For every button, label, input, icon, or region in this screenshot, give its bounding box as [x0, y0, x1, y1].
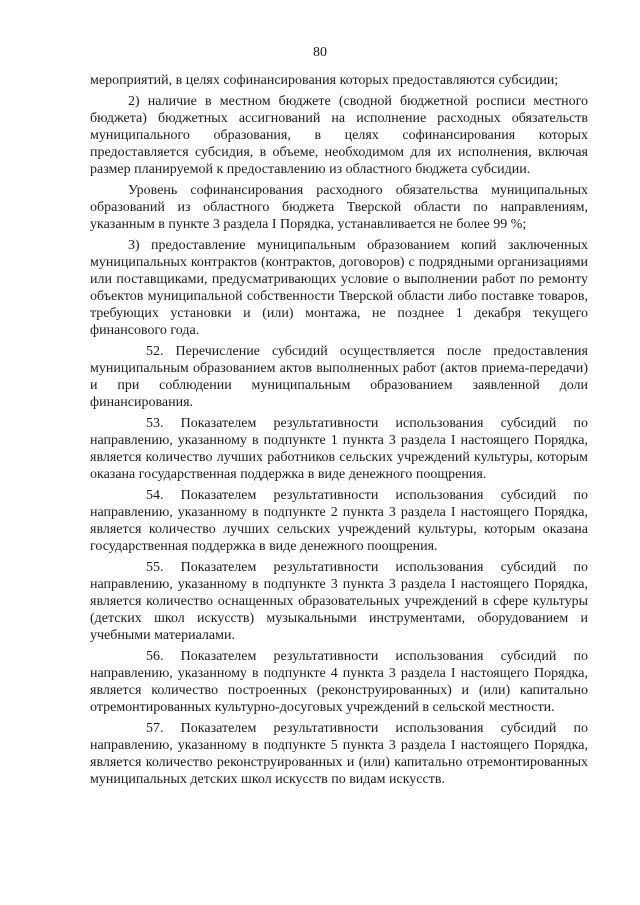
paragraph-55: 55. Показателем результативности использования субсидий по направлению, указанному в подпункте 3 пункта 3 раздела I настоящего Порядка, является количество оснащенных образовательных учреждений в сфере культуры (детских школ искусств) музыкальными инструментами, оборудованием и учебными материалами. [90, 560, 588, 643]
document-body [90, 72, 588, 792]
paragraph-cofinancing-level: Уровень софинансирования расходного обязательства муниципальных образований из областного бюджета Тверской области по направлениям, указанным в пункте 3 раздела I Порядка, устанавливается не более 99 %; [90, 183, 588, 232]
paragraph-52: 52. Перечисление субсидий осуществляется после предоставления муниципальным образованием актов выполненных работ (актов приема-передачи) и при соблюдении муниципальным образованием заявленной доли финансирования. [90, 344, 588, 410]
paragraph-56: 56. Показателем результативности использования субсидий по направлению, указанному в подпункте 4 пункта 3 раздела I настоящего Порядка, является количество построенных (реконструированных) и (или) капитально отремонтированных культурно-досуговых учреждений в сельской местности. [90, 649, 588, 715]
paragraph-54: 54. Показателем результативности использования субсидий по направлению, указанному в подпункте 2 пункта 3 раздела I настоящего Порядка, является количество лучших сельских учреждений культуры, которым оказана государственная поддержка в виде денежного поощрения. [90, 488, 588, 554]
paragraph-item-3: 3) предоставление муниципальным образованием копий заключенных муниципальных контрактов (контрактов, договоров) с подрядными организациями или поставщиками, предусматривающих условие о выполнении работ по ремонту объектов муниципальной собственности Тверской области либо поставке товаров, требующих установки и (или) монтажа, не позднее 1 декабря текущего финансового года. [90, 238, 588, 338]
page-number: 80 [313, 45, 327, 60]
paragraph-continuation: мероприятий, в целях софинансирования которых предоставляются субсидии; [90, 73, 559, 88]
paragraph-57: 57. Показателем результативности использования субсидий по направлению, указанному в подпункте 5 пункта 3 раздела I настоящего Порядка, является количество реконструированных и (или) капитально отремонтированных муниципальных детских школ искусств по видам искусств. [90, 721, 588, 787]
paragraph-item-2: 2) наличие в местном бюджете (сводной бюджетной росписи местного бюджета) бюджетных ассигнований на исполнение расходных обязательств муниципального образования, в целях софинансирования которых предоставляется субсидия, в объеме, необходимом для их исполнения, включая размер планируемой к предоставлению из областного бюджета субсидии. [90, 94, 588, 177]
paragraph-53: 53. Показателем результативности использования субсидий по направлению, указанному в подпункте 1 пункта 3 раздела I настоящего Порядка, является количество лучших работников сельских учреждений культуры, которым оказана государственная поддержка в виде денежного поощрения. [90, 416, 588, 482]
